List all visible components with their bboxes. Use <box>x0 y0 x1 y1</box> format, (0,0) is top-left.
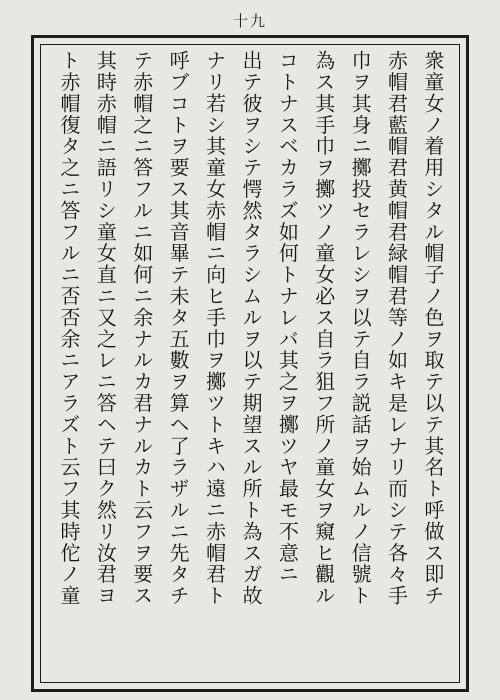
text-column: 呼ブコトヲ要ス其音畢テ未タ五數ヲ算ヘ了ラザルニ先タチ <box>166 50 191 607</box>
text-column: テ赤帽之ニ答フルニ如何ニ余ナルカ君ナルカト云フヲ要ス <box>129 50 154 607</box>
text-column: 為ス其手巾ヲ擲ツノ童女必ス自ラ狙フ所ノ童女ヲ窺ヒ觀ル <box>311 50 336 607</box>
text-column: 出テ彼ヲシテ愕然タラシムルヲ以テ期望スル所ト為スガ故 <box>238 50 263 607</box>
text-column: 其時赤帽ニ語リシ童女直ニ又之レニ答ヘテ曰ク然リ汝君ヨ <box>93 50 118 607</box>
text-column: ト赤帽復タ之ニ答フルニ否否余ニアラズト云フ其時佗ノ童 <box>57 50 81 607</box>
text-body <box>52 50 450 676</box>
text-column: 赤帽君藍帽君黄帽君緑帽君等ノ如キ是レナリ而シテ各々手 <box>384 50 409 607</box>
text-column: ナリ若シ其童女赤帽ニ向ヒ手巾ヲ擲ツトキハ遠ニ赤帽君ト <box>202 50 227 607</box>
text-column: 衆童女ノ着用シタル帽子ノ色ヲ取テ以テ其名ト呼做ス即チ <box>420 50 445 607</box>
text-column: コトナスベカラズ如何トナレバ其之ヲ擲ツヤ最モ不意ニ <box>275 50 300 585</box>
page-number: 十九 <box>232 12 267 30</box>
text-column: 巾ヲ其身ニ擲投セラレシヲ以テ自ラ説話ヲ始ムルノ信號ト <box>348 50 373 607</box>
